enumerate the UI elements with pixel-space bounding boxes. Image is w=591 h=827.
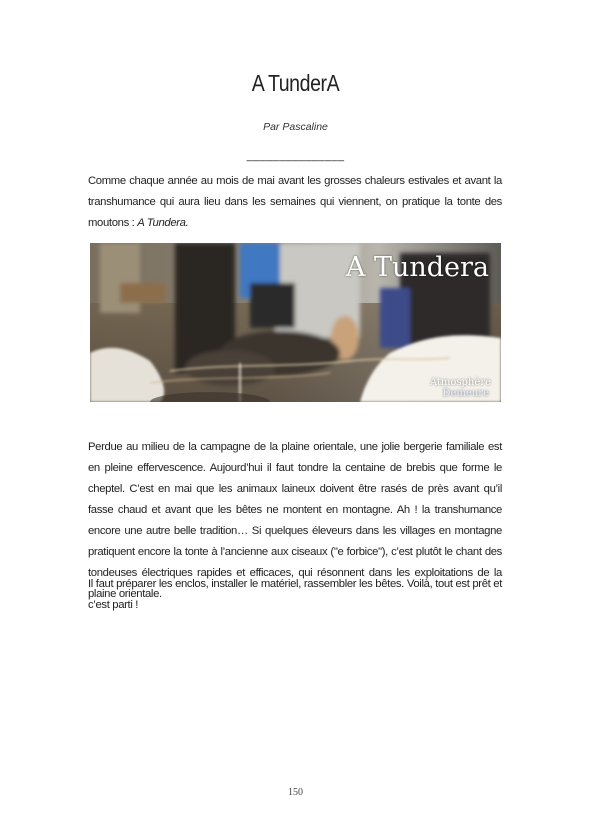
paragraph-intro-emphasis: A Tundera. [137, 217, 189, 229]
photo-watermark-line1: Atmosphère [429, 377, 491, 388]
paragraph-intro-text: Comme chaque année au mois de mai avant les grosses chaleurs estivales et avant la transhumance qui aura lieu dans les semaines qui viennent, on pratique la tonte des moutons : [88, 175, 502, 229]
photo-caption: A Tundera [345, 252, 489, 283]
separator-line: _______________ [246, 150, 345, 162]
paragraph-body: Perdue au milieu de la campagne de la plaine orientale, une jolie bergerie familiale est en pleine effervescence. Aujourd’hui il faut tondre la centaine de brebis que forme le cheptel. C’est en mai que les animaux laineux doivent être rasés de près avant qu’il fasse chaud et avant que les bêtes ne montent en montagne. Ah ! la transhumance encore une autre belle tradition… Si quelques éleveurs dans les villages en montagne pratiquent encore la tonte à l’ancienne aux ciseaux ("e forbice"), c’est plutôt le chant des tondeuses électriques rapides et efficaces, qui résonnent dans les exploitations de la plaine orientale. [88, 441, 502, 600]
sheep-shearing-photo [90, 243, 501, 402]
paragraph-intro [88, 171, 502, 234]
page-number: 150 [288, 787, 303, 798]
author-line: Par Pascaline [263, 121, 328, 133]
page-title: A TunderA [251, 70, 340, 96]
photo-watermark-line2: Demeure [442, 388, 489, 399]
paragraph-conclusion: Il faut préparer les enclos, installer le matériel, rassembler les bêtes. Voilà, tout est prêt et c’est parti ! [88, 578, 502, 611]
